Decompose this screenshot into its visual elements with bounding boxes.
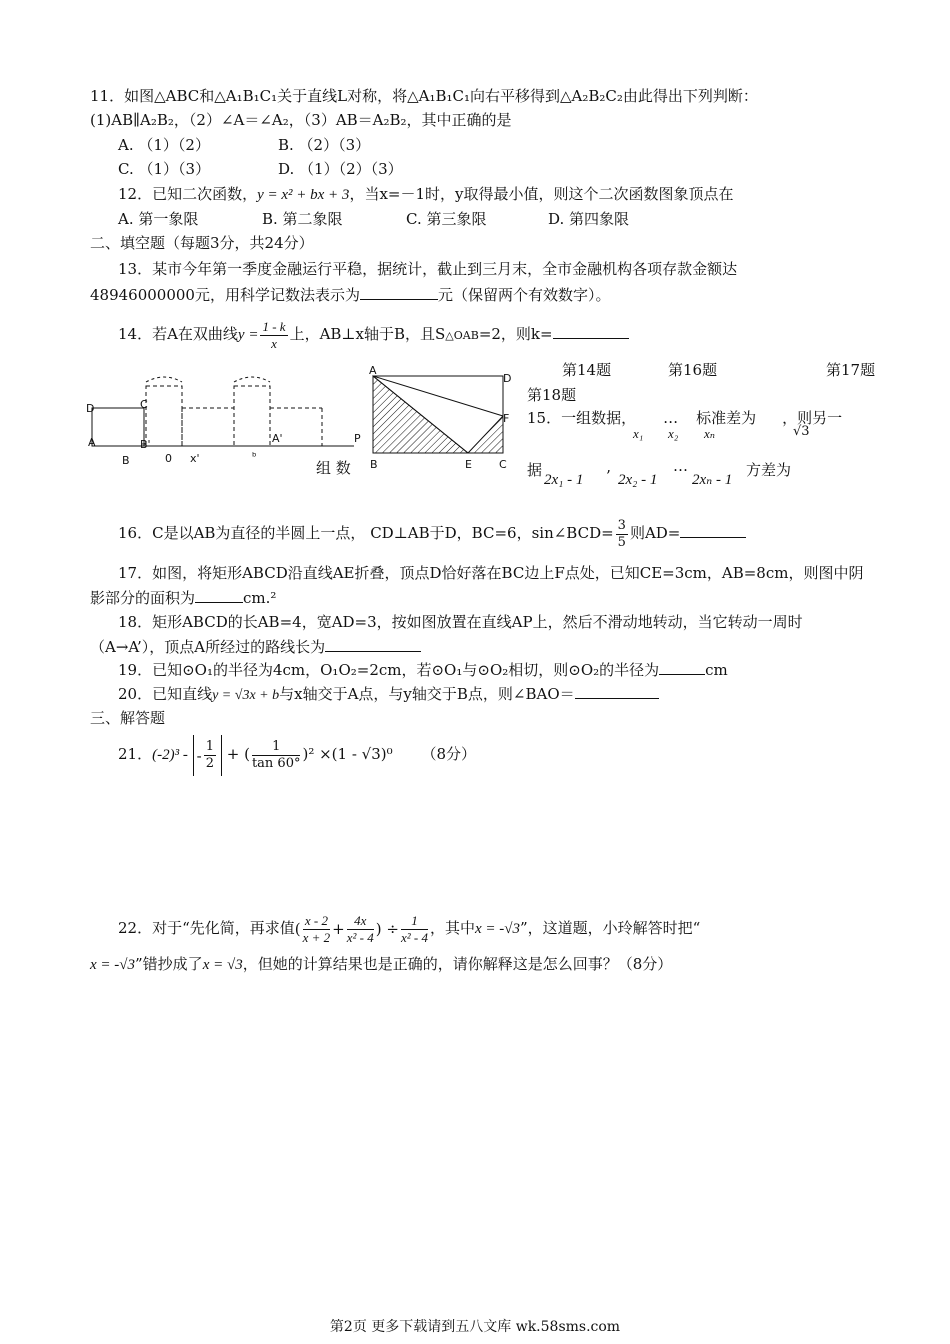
q20-formula: y = √3x + b [212, 688, 280, 703]
q21-part2: + ( [226, 745, 250, 763]
q11-option-a: A. （1）（2） [118, 136, 210, 154]
q21-part1: (-2)³ - [152, 747, 188, 763]
q15-line2b: 方差为 [746, 461, 792, 479]
q13-answer-blank[interactable] [360, 284, 438, 300]
q22-line2a: ”错抄成了 [135, 955, 203, 973]
section-fill-in-title: 二、填空题（每题3分，共24分） [90, 234, 314, 252]
q14-post2: =2，则k= [478, 325, 553, 343]
fig17-label-a: A [369, 364, 377, 377]
q15-expr1: 2x₁ - 1 [544, 472, 584, 488]
q11-option-c: C. （1）（3） [118, 160, 211, 178]
fig18-label-c: C [140, 398, 148, 411]
q15-dots: … [663, 409, 679, 427]
q15-comma: ’ [606, 467, 611, 485]
q18-line2-text: （A→A’），顶点A所经过的路线长为 [90, 638, 326, 656]
q15-x1: x₁ [633, 426, 644, 441]
q16-den: 5 [617, 534, 626, 550]
q22-val2: x = -√3 [90, 957, 136, 973]
fig18-label-d: D [86, 402, 95, 415]
q22-c-den: x² - 4 [400, 929, 428, 945]
q21-abs-den: 2 [205, 756, 214, 771]
q14-post: 上，AB⊥x轴于B，且S [289, 325, 446, 343]
q16-answer-blank[interactable] [680, 522, 746, 538]
q19-text: 19．已知⊙O₁的半径为4cm，O₁O₂=2cm，若⊙O₁与⊙O₂相切，则⊙O₂的半径为 [118, 661, 660, 679]
q20-stem [118, 683, 659, 706]
q14-y: y = [237, 327, 259, 343]
q15-pre: 15．一组数据 [527, 409, 622, 427]
fig18-label-b: B [122, 454, 130, 467]
page-footer: 第2页 更多下载请到五八文库 wk.58sms.com [329, 1319, 621, 1335]
q17-answer-blank[interactable] [195, 587, 243, 603]
q15-expr3: 2xₙ - 1 [692, 472, 733, 488]
q14-pre: 14．若A在双曲线 [118, 325, 238, 343]
q12-post: ，当x=－1时，y取得最小值，则这个二次函数图象顶点在 [349, 185, 734, 203]
q15-post: ，则另一 [782, 409, 843, 427]
q12-option-a: A. 第一象限 [118, 210, 199, 228]
q14-num: 1 - k [262, 318, 286, 334]
section-solution-title: 三、解答题 [90, 709, 166, 727]
caption-q17: 第17题 [826, 361, 876, 379]
q12-stem [118, 184, 734, 205]
fig17-label-e: E [465, 458, 472, 471]
q21-f-den: tan 60° [251, 755, 301, 771]
q21-score: （8分） [421, 745, 476, 763]
q22-post1: ”，这道题，小玲解答时把“ [519, 919, 701, 937]
fig17-label-c: C [499, 458, 507, 471]
q19-unit: cm [705, 661, 728, 679]
q15-mid: 标准差为 [696, 409, 757, 427]
q14-sub: △OAB [445, 329, 479, 342]
caption-q18: 第18题 [527, 386, 577, 404]
q22-line2 [90, 954, 672, 975]
q14-den: x [271, 335, 277, 351]
q19-answer-blank[interactable] [659, 659, 705, 675]
q18-line2 [90, 636, 421, 657]
q12-option-b: B. 第二象限 [262, 210, 343, 228]
q21-abs-num: 1 [205, 739, 214, 754]
q21-absolute-value: - $\frac{1}{2}$ [193, 735, 222, 776]
q14-answer-blank[interactable] [553, 323, 629, 339]
q22-frac-b [347, 913, 374, 946]
caption-q14: 第14题 [562, 361, 612, 379]
q22-mid: ，其中 [429, 919, 475, 937]
q12-option-d: D. 第四象限 [548, 210, 630, 228]
q12-option-c: C. 第三象限 [406, 210, 487, 228]
q16-fraction [616, 518, 628, 551]
fig18-label-zero: 0 [165, 452, 172, 465]
q18-answer-blank[interactable] [325, 636, 421, 652]
q22-line1: 22．对于“先化简，再求值( $\frac{x - 2}{x + 2}$ + $\frac{4x}{\text{x² - 4}}$ ) ÷ $\frac{1}{\text{x² - 4}}$ ，其中x = -√3”，这道题，小玲解答时把“ [118, 912, 701, 945]
fig18-label-b-small: ᵇ [252, 450, 257, 463]
q15-dots2: … [673, 457, 688, 475]
q22-a-num: x - 2 [303, 913, 331, 930]
q22-val3: x = √3 [202, 957, 243, 973]
q21-f-num: 1 [252, 739, 301, 756]
q22-b-num: 4x [347, 913, 374, 930]
fig17-label-d: D [503, 372, 512, 385]
q13-line2a: 48946000000元，用科学记数法表示为 [90, 286, 360, 304]
q15-x2: x₂ [668, 426, 679, 441]
q11-line2: (1)AB∥A₂B₂，（2）∠A＝∠A₂，（3）AB＝A₂B₂，其中正确的是 [90, 111, 512, 129]
q22-pre: 22．对于“先化简，再求值 [118, 919, 295, 937]
q17-line1: 17．如图，将矩形ABCD沿直线AE折叠，顶点D恰好落在BC边上F点处，已知CE=3cm，AB=8cm，则图中阴 [118, 564, 864, 582]
q17-line2a: 影部分的面积为 [90, 589, 196, 607]
q14-fraction [260, 319, 287, 352]
q14-stem [118, 316, 629, 354]
fig17-label-b: B [370, 458, 378, 471]
caption-q16: 第16题 [668, 361, 718, 379]
q16-post: 则AD= [629, 524, 681, 542]
q22-b-den: x² - 4 [346, 929, 374, 945]
q16-num: 3 [617, 517, 626, 533]
fig17-label-f: F [503, 412, 510, 425]
q22-val1: x = -√3 [474, 921, 520, 937]
q21-label: 21． [118, 745, 153, 763]
q15-line1-text: 15．一组数据， … 标准差为 ，则另一 [527, 409, 843, 427]
q13-line2 [90, 284, 611, 305]
q13-line2b: 元（保留两个有效数字）。 [437, 286, 611, 304]
q22-frac-a [303, 913, 331, 946]
q20-pre: 20．已知直线 [118, 685, 213, 703]
q21-part3: )² ×(1 - √3)⁰ [302, 745, 393, 763]
q22-c-num: 1 [401, 913, 428, 930]
q21-expression [118, 734, 476, 776]
q15-expr2: 2x₂ - 1 [618, 472, 658, 488]
q11-option-b: B. （2）（3） [278, 136, 371, 154]
q15-line2a: 据 [527, 461, 543, 479]
q16-pre: 16．C是以AB为直径的半圆上一点， CD⊥AB于D，BC=6，sin∠BCD= [118, 524, 614, 542]
q22-line2b: ，但她的计算结果也是正确的，请你解释这是怎么回事？（8分） [242, 955, 673, 973]
fig18-label-p: P [354, 432, 361, 445]
caption-zushu: 组 数 [316, 459, 351, 477]
q17-line2b: cm.² [243, 589, 277, 607]
q16-stem [118, 515, 746, 551]
q22-a-den: x + 2 [302, 929, 331, 945]
q20-post: 与x轴交于A点，与y轴交于B点，则∠BAO＝ [279, 685, 575, 703]
figure-q17-folded-rectangle [368, 368, 508, 460]
q11-line1: 11．如图△ABC和△A₁B₁C₁关于直线L对称，将△A₁B₁C₁向右平移得到△A₂B₂C₂由此得出下列判断： [90, 87, 758, 105]
q15-sqrt3: √3 [793, 424, 810, 439]
q11-option-d: D. （1）（2）（3） [278, 160, 403, 178]
q17-line2 [90, 587, 276, 608]
q12-formula: y = x² + bx + 3 [257, 187, 350, 203]
fig18-label-a: A [88, 436, 96, 449]
q12-pre: 12．已知二次函数， [118, 185, 258, 203]
fig18-label-a-prime: A' [272, 432, 283, 445]
q18-line1: 18．矩形ABCD的长AB=4，宽AD=3，按如图放置在直线AP上，然后不滑动地转动，当它转动一周时 [118, 613, 803, 631]
fig18-label-x-prime: x' [190, 452, 200, 465]
q21-abs-fraction [204, 739, 216, 772]
q19-stem [118, 659, 728, 680]
q15-xn: xₙ [704, 426, 716, 441]
q21-tan-fraction [252, 739, 301, 772]
fig18-label-b-prime: B' [140, 438, 151, 451]
q22-frac-c [401, 913, 428, 946]
q20-answer-blank[interactable] [575, 683, 659, 699]
q13-line1: 13．某市今年第一季度金融运行平稳，据统计，截止到三月末，全市金融机构各项存款金额达 [118, 260, 738, 278]
